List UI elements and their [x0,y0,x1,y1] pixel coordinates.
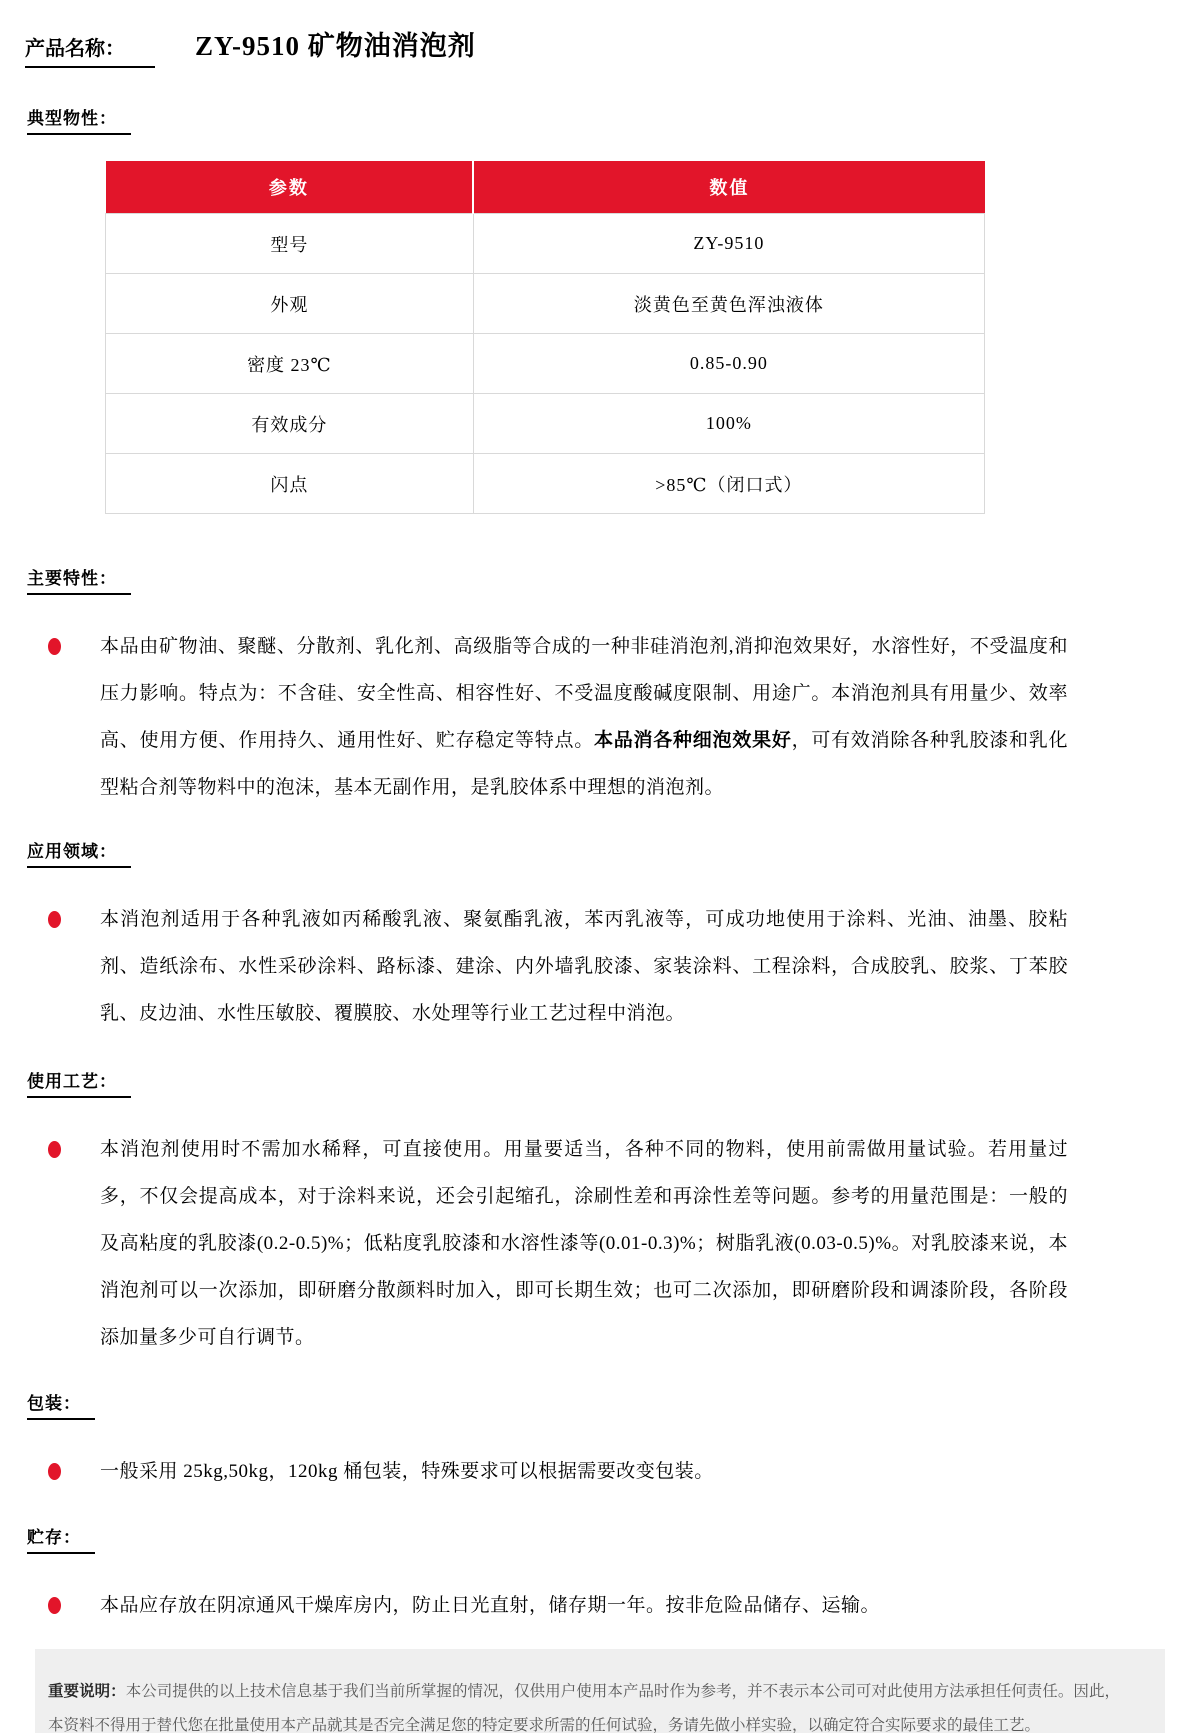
important-note-text [48,1675,1120,1733]
param-cell: 型号 [106,214,474,274]
bullet-icon [48,1141,61,1158]
important-note-label: 重要说明： [48,1683,126,1700]
section-heading-storage: 贮存： [27,1523,95,1554]
section-properties [27,104,1200,135]
value-cell: ZY-9510 [473,214,984,274]
important-note-box [35,1649,1165,1733]
section-usage [27,1067,1200,1098]
section-heading-properties: 典型物性： [27,104,131,135]
value-cell: >85℃（闭口式） [473,454,984,514]
page-title: ZY-9510 矿物油消泡剂 [195,31,476,61]
section-heading-applications: 应用领域： [27,837,131,868]
table-row [106,334,985,394]
section-storage [27,1523,1200,1554]
usage-text: 本消泡剂使用时不需加水稀释，可直接使用。用量要适当，各种不同的物料，使用前需做用量试验。若用量过多，不仅会提高成本，对于涂料来说，还会引起缩孔，涂刷性差和再涂性差等问题。参考的用量范围是：一般的及高粘度的乳胶漆(0.2-0.5)%；低粘度乳胶漆和水溶性漆等(0.01-0.3)%；树脂乳液(0.03-0.5)%。对乳胶漆来说，本消泡剂可以一次添加，即研磨分散颜料时加入，即可长期生效；也可二次添加，即研磨阶段和调漆阶段，各阶段添加量多少可自行调节。 [100,1139,1068,1348]
param-cell: 密度 23℃ [106,334,474,394]
features-bullet [48,623,1068,811]
packaging-bullet [48,1448,1068,1495]
section-features [27,564,1200,595]
param-cell: 有效成分 [106,394,474,454]
properties-table-body [106,214,985,514]
applications-bullet [48,896,1068,1037]
bullet-icon [48,911,61,928]
table-row [106,214,985,274]
section-heading-usage: 使用工艺： [27,1067,131,1098]
value-cell: 100% [473,394,984,454]
body-text: 本品由矿物油、聚醚、分散剂、乳化剂、高级脂等合成的一种非硅消泡剂,消抑泡效果好，水溶性好，不受温度和压力影响。特点为：不含硅、安全性高、相容性好、不受温度酸碱度限制、用途广。本消泡剂具有用量少、效率高、使用方便、作用持久、通用性好、贮存稳定等特点。 [100,636,1068,751]
title-row [25,24,1200,68]
value-cell: 0.85-0.90 [473,334,984,394]
usage-bullet [48,1126,1068,1361]
body-text: ，可有效消除各种乳胶漆和乳化型粘合剂等物料中的泡沫，基本无副作用，是乳胶体系中理想的消泡剂。 [100,730,1068,798]
features-text [100,623,1068,811]
section-heading-features: 主要特性： [27,564,131,595]
properties-table [105,161,985,514]
important-note-body: 本公司提供的以上技术信息基于我们当前所掌握的情况，仅供用户使用本产品时作为参考，并不表示本公司可对此使用方法承担任何责任。因此，本资料不得用于替代您在批量使用本产品就其是否完全满足您的特定要求所需的任何试验，务请先做小样实验，以确定符合实际要求的最佳工艺。 [48,1683,1120,1733]
param-cell: 外观 [106,274,474,334]
table-header-row [106,161,985,214]
table-row [106,394,985,454]
param-cell: 闪点 [106,454,474,514]
section-heading-packaging: 包装： [27,1389,95,1420]
packaging-text: 一般采用 25kg,50kg，120kg 桶包装，特殊要求可以根据需要改变包装。 [100,1461,714,1482]
storage-text: 本品应存放在阴凉通风干燥库房内，防止日光直射，储存期一年。按非危险品储存、运输。 [100,1595,881,1616]
section-packaging [27,1389,1200,1420]
applications-text: 本消泡剂适用于各种乳液如丙稀酸乳液、聚氨酯乳液，苯丙乳液等，可成功地使用于涂料、光油、油墨、胶粘剂、造纸涂布、水性采砂涂料、路标漆、建涂、内外墙乳胶漆、家装涂料、工程涂料，合成胶乳、胶浆、丁苯胶乳、皮边油、水性压敏胶、覆膜胶、水处理等行业工艺过程中消泡。 [100,909,1068,1024]
header-cell-value: 数值 [473,161,984,214]
table-row [106,454,985,514]
table-row [106,274,985,334]
bullet-icon [48,1463,61,1480]
highlighted-text: 本品消各种细泡效果好 [594,730,792,751]
properties-table-head [106,161,985,214]
bullet-icon [48,638,61,655]
section-applications [27,837,1200,868]
header-cell-param: 参数 [106,161,474,214]
bullet-icon [48,1597,61,1614]
product-name-label: 产品名称： [25,32,155,68]
storage-bullet [48,1582,1068,1629]
value-cell: 淡黄色至黄色浑浊液体 [473,274,984,334]
